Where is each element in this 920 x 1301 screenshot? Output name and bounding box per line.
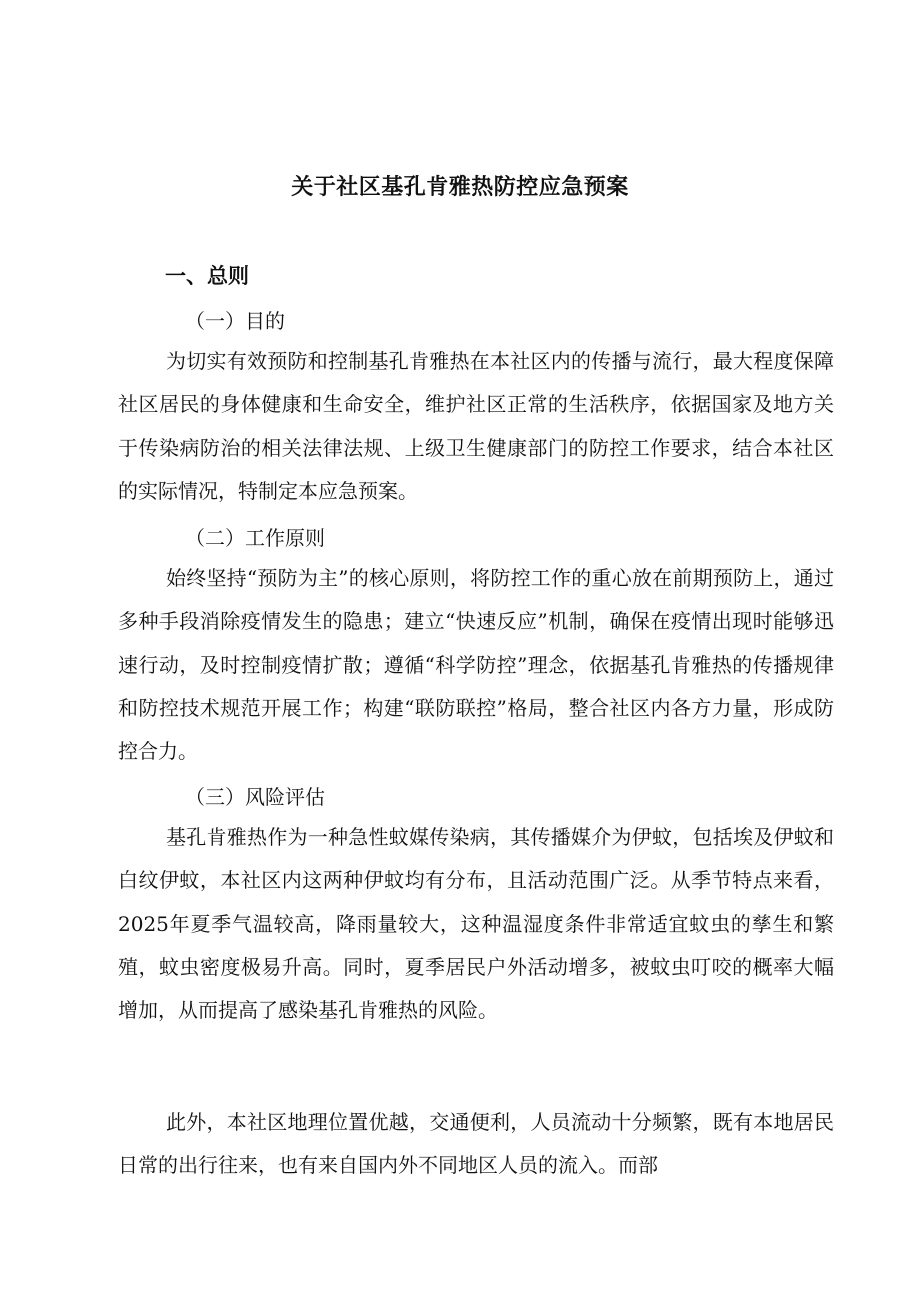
paragraph-risk: 基孔肯雅热作为一种急性蚊媒传染病，其传播媒介为伊蚊，包括埃及伊蚊和白纹伊蚊，本社区内这两种伊蚊均有分布，且活动范围广泛。从季节特点来看，2025年夏季气温较高，降雨量较大，这种温湿度条件非常适宜蚊虫的孳生和繁殖，蚊虫密度极易升高。同时，夏季居民户外活动增多，被蚊虫叮咬的概率大幅增加，从而提高了感染基孔肯雅热的风险。 — [118, 825, 834, 1023]
section-heading-general: 一、总则 — [165, 264, 249, 288]
document-title: 关于社区基孔肯雅热防控应急预案 — [291, 175, 629, 200]
paragraph-purpose: 为切实有效预防和控制基孔肯雅热在本社区内的传播与流行，最大程度保障社区居民的身体健康和生命安全，维护社区正常的生活秩序，依据国家及地方关于传染病防治的相关法律法规、上级卫生健康部门的防控工作要求，结合本社区的实际情况，特制定本应急预案。 — [118, 349, 834, 503]
subsection-heading-principles: （二）工作原则 — [185, 526, 325, 550]
subsection-heading-risk: （三）风险评估 — [185, 785, 325, 809]
paragraph-risk-continued: 此外，本社区地理位置优越，交通便利，人员流动十分频繁，既有本地居民日常的出行往来，也有来自国内外不同地区人员的流入。而部 — [118, 1110, 834, 1178]
subsection-heading-purpose: （一）目的 — [185, 309, 285, 333]
paragraph-principles: 始终坚持“预防为主”的核心原则，将防控工作的重心放在前期预防上，通过多种手段消除疫情发生的隐患；建立“快速反应”机制，确保在疫情出现时能够迅速行动，及时控制疫情扩散；遵循“科学防控”理念，依据基孔肯雅热的传播规律和防控技术规范开展工作；构建“联防联控”格局，整合社区内各方力量，形成防控合力。 — [118, 566, 834, 764]
